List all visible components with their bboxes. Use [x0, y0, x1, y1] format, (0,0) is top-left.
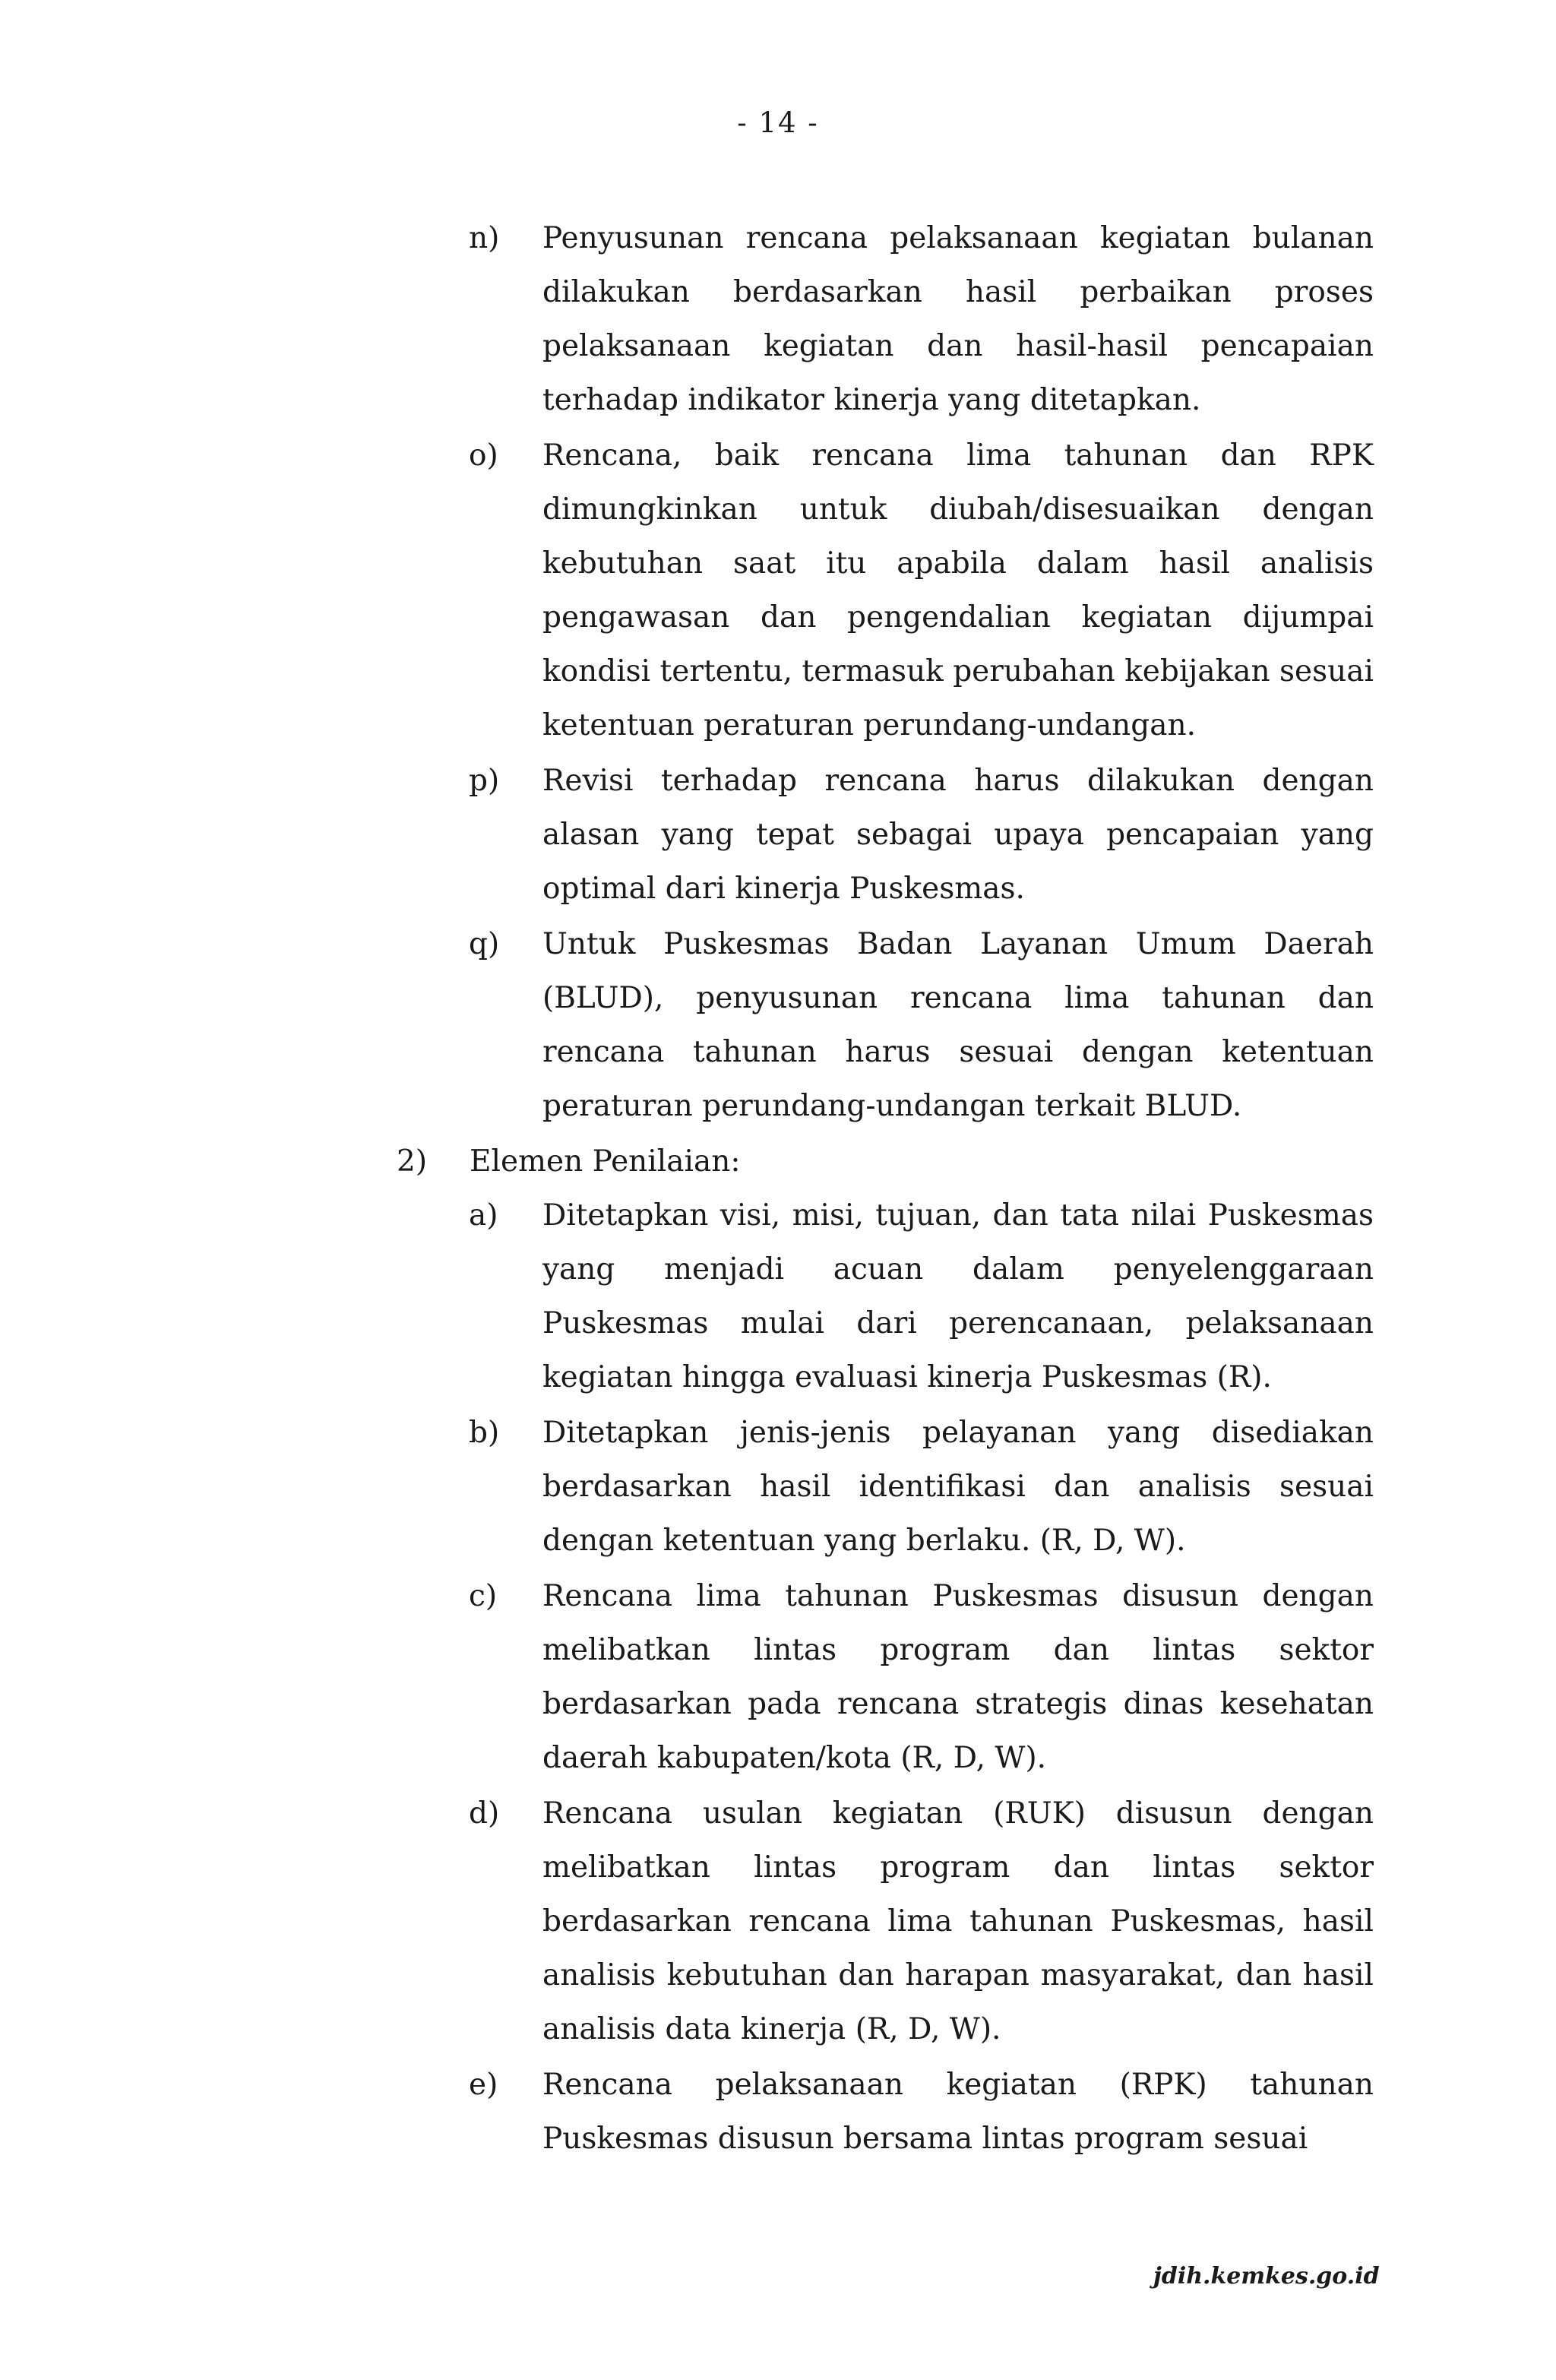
list-item-o [469, 429, 1374, 752]
list-marker: d) [469, 1796, 500, 1831]
section-title: Elemen Penilaian: [470, 1144, 741, 1179]
element-item-b [469, 1406, 1374, 1568]
list-item-text: Ditetapkan visi, misi, tujuan, dan tata nilai Puskesmas yang menjadi acuan dalam penyelenggaraan Puskesmas mulai dari perencanaan, pelaksanaan kegiatan hingga evaluasi kinerja Puskesmas (R). [542, 1198, 1374, 1394]
footer-source: jdih.kemkes.go.id [1153, 2263, 1380, 2290]
list-item-q [469, 917, 1374, 1133]
list-item-n [469, 211, 1374, 427]
element-item-a [469, 1188, 1374, 1404]
list-item-text: Untuk Puskesmas Badan Layanan Umum Daerah (BLUD), penyusunan rencana lima tahunan dan rencana tahunan harus sesuai dengan ketentuan peraturan perundang-undangan terkait BLUD. [542, 927, 1374, 1123]
list-item-text: Penyusunan rencana pelaksanaan kegiatan bulanan dilakukan berdasarkan hasil perbaikan proses pelaksanaan kegiatan dan hasil-hasil pencapaian terhadap indikator kinerja yang ditetapkan. [542, 221, 1374, 417]
list-marker: o) [469, 438, 498, 473]
list-item-text: Revisi terhadap rencana harus dilakukan dengan alasan yang tepat sebagai upaya pencapaian yang optimal dari kinerja Puskesmas. [542, 764, 1374, 906]
list-marker: c) [469, 1579, 498, 1613]
page-number: - 14 - [737, 106, 819, 139]
list-marker: b) [469, 1416, 500, 1450]
list-marker: p) [469, 764, 500, 798]
list-item-p [469, 754, 1374, 916]
section-heading [397, 1135, 1374, 1188]
list-item-text: Ditetapkan jenis-jenis pelayanan yang disediakan berdasarkan hasil identifikasi dan analisis sesuai dengan ketentuan yang berlaku. (R, D, W). [542, 1416, 1374, 1558]
list-item-text: Rencana lima tahunan Puskesmas disusun dengan melibatkan lintas program dan lintas sektor berdasarkan pada rencana strategis dinas kesehatan daerah kabupaten/kota (R, D, W). [542, 1579, 1374, 1775]
list-item-text: Rencana usulan kegiatan (RUK) disusun dengan melibatkan lintas program dan lintas sektor berdasarkan rencana lima tahunan Puskesmas, hasil analisis kebutuhan dan harapan masyarakat, dan hasil analisis data kinerja (R, D, W). [542, 1796, 1374, 2046]
section-marker: 2) [397, 1144, 428, 1179]
document-body [0, 211, 1556, 2166]
list-marker: q) [469, 927, 500, 961]
list-item-text: Rencana, baik rencana lima tahunan dan RPK dimungkinkan untuk diubah/disesuaikan dengan kebutuhan saat itu apabila dalam hasil analisis pengawasan dan pengendalian kegiatan dijumpai kondisi tertentu, termasuk perubahan kebijakan sesuai ketentuan peraturan perundang-undangan. [542, 438, 1374, 742]
element-item-e [469, 2058, 1374, 2166]
element-item-c [469, 1569, 1374, 1785]
element-item-d [469, 1787, 1374, 2056]
list-item-text: Rencana pelaksanaan kegiatan (RPK) tahunan Puskesmas disusun bersama lintas program sesuai [542, 2068, 1374, 2156]
list-marker: a) [469, 1198, 498, 1233]
list-marker: n) [469, 221, 500, 255]
list-marker: e) [469, 2068, 498, 2102]
